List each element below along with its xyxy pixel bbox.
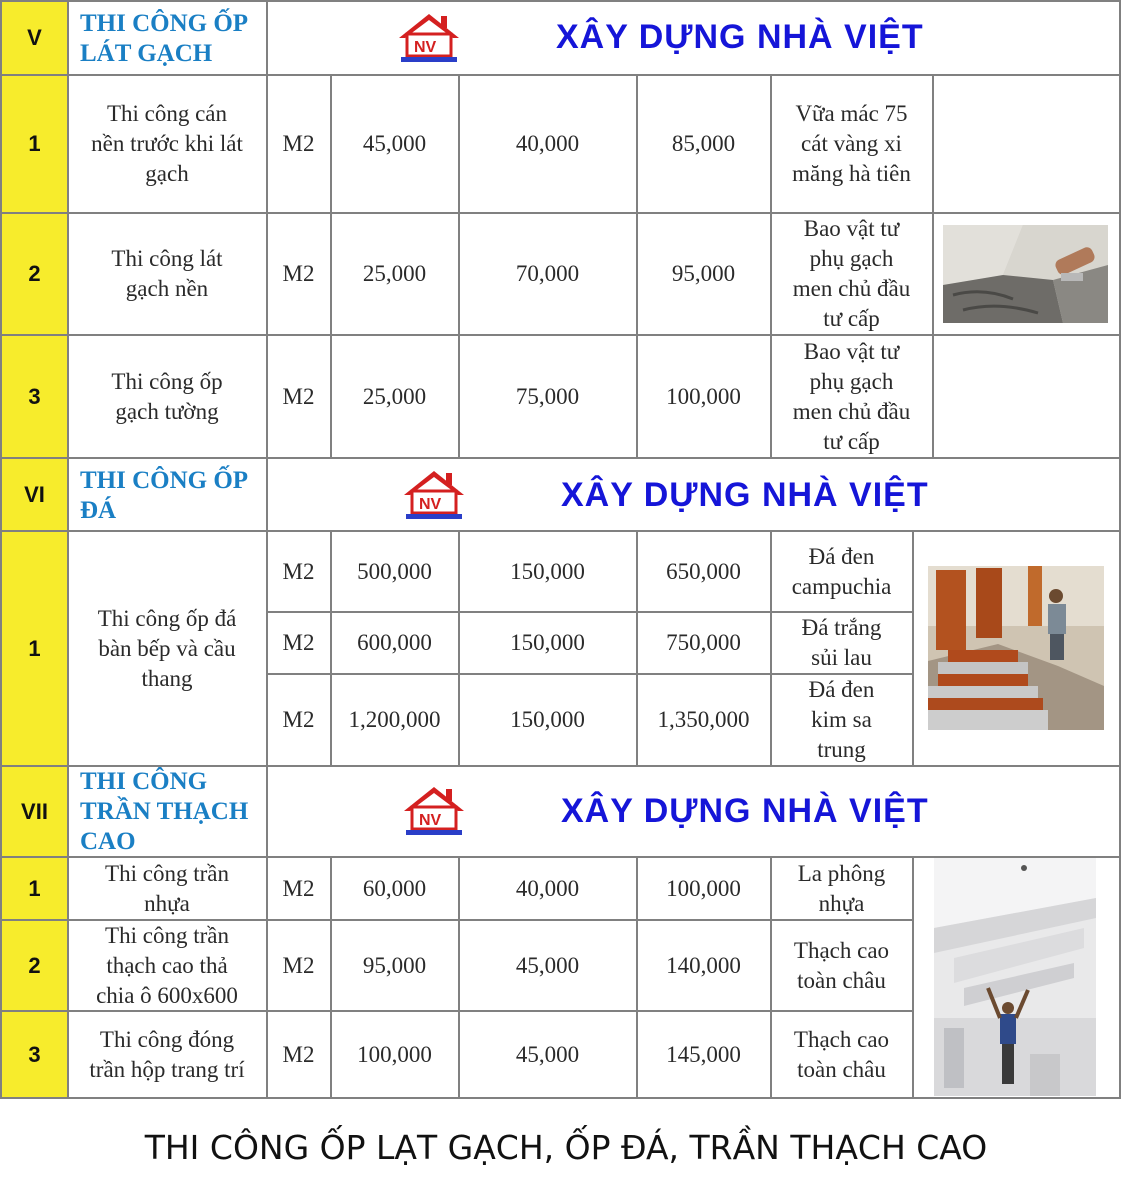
unit-cell: M2	[282, 261, 315, 286]
row-number: 3	[28, 383, 41, 409]
unit-cell: M2	[282, 707, 315, 732]
material-price: 25,000	[362, 261, 427, 286]
section-title: THI CÔNG TRẦN THẠCH CAO	[80, 767, 249, 855]
unit-cell: M2	[282, 875, 315, 901]
material-note: Đá đen campuchia	[791, 543, 892, 599]
section-numeral: VI	[24, 481, 45, 507]
material-note: Thạch cao toàn châu	[793, 1026, 890, 1082]
house-logo-icon	[400, 783, 468, 839]
tile-laying-photo	[943, 225, 1108, 323]
svg-text:NV: NV	[419, 496, 442, 513]
item-description: Thi công ốp đá bàn bếp và cầu thang	[97, 605, 237, 691]
section-title: THI CÔNG ỐP LÁT GẠCH	[80, 10, 249, 67]
total-price: 145,000	[666, 1041, 741, 1067]
item-description: Thi công cán nền trước khi lát gạch	[91, 101, 243, 186]
row-number: 3	[28, 1041, 41, 1067]
brand-name: XÂY DỰNG NHÀ VIỆT	[561, 476, 929, 514]
total-price: 140,000	[666, 952, 741, 978]
row-number: 1	[28, 635, 41, 661]
unit-cell: M2	[282, 1041, 315, 1067]
item-description: Thi công trần nhựa	[105, 860, 229, 916]
item-description: Thi công ốp gạch tường	[111, 368, 223, 424]
page-caption: THI CÔNG ỐP LẠT GẠCH, ỐP ĐÁ, TRẦN THẠCH CAO	[144, 1128, 988, 1167]
row-number: 1	[28, 875, 41, 901]
labor-price: 150,000	[510, 630, 585, 655]
brand-name: XÂY DỰNG NHÀ VIỆT	[561, 792, 929, 830]
material-price: 45,000	[362, 131, 427, 156]
material-note: Bao vật tư phụ gạch men chủ đầu tư cấp	[792, 338, 911, 454]
total-price: 100,000	[666, 875, 741, 901]
row-number: 1	[28, 131, 41, 156]
section-title: THI CÔNG ỐP ĐÁ	[80, 466, 249, 524]
row-number: 2	[28, 261, 41, 286]
unit-cell: M2	[282, 383, 315, 409]
material-price: 600,000	[357, 630, 432, 655]
material-note: Vữa mác 75 cát vàng xi măng hà tiên	[792, 101, 911, 186]
item-description: Thi công đóng trần hộp trang trí	[89, 1026, 245, 1082]
section-numeral: V	[27, 25, 42, 50]
material-note: Thạch cao toàn châu	[793, 937, 890, 993]
total-price: 750,000	[666, 630, 741, 655]
item-description: Thi công lát gạch nền	[111, 246, 223, 301]
material-price: 95,000	[362, 952, 427, 978]
labor-price: 40,000	[515, 875, 580, 901]
stone-stairs-photo	[928, 566, 1104, 730]
house-logo-icon	[400, 467, 468, 523]
material-price: 100,000	[357, 1041, 432, 1067]
section-numeral: VII	[21, 798, 48, 824]
material-price: 25,000	[362, 383, 427, 409]
material-note: La phông nhựa	[797, 860, 886, 916]
item-description: Thi công trần thạch cao thả chia ô 600x600	[96, 922, 238, 1008]
svg-text:NV: NV	[414, 39, 437, 56]
material-note: Đá trắng sủi lau	[801, 615, 882, 670]
material-note: Đá đen kim sa trung	[808, 677, 875, 762]
labor-price: 40,000	[515, 131, 580, 156]
brand-name: XÂY DỰNG NHÀ VIỆT	[556, 18, 924, 56]
row-number: 2	[28, 952, 41, 978]
labor-price: 45,000	[515, 952, 580, 978]
svg-text:NV: NV	[419, 812, 442, 829]
unit-cell: M2	[282, 630, 315, 655]
unit-cell: M2	[282, 131, 315, 156]
gypsum-ceiling-photo	[934, 858, 1096, 1096]
total-price: 85,000	[671, 131, 736, 156]
total-price: 1,350,000	[657, 707, 750, 732]
material-price: 60,000	[362, 875, 427, 901]
total-price: 95,000	[671, 261, 736, 286]
total-price: 650,000	[666, 558, 741, 584]
labor-price: 70,000	[515, 261, 580, 286]
unit-cell: M2	[282, 952, 315, 978]
labor-price: 150,000	[510, 707, 585, 732]
unit-cell: M2	[282, 558, 315, 584]
labor-price: 45,000	[515, 1041, 580, 1067]
labor-price: 75,000	[515, 383, 580, 409]
total-price: 100,000	[666, 383, 741, 409]
material-note: Bao vật tư phụ gạch men chủ đầu tư cấp	[792, 216, 911, 331]
material-price: 500,000	[357, 558, 432, 584]
material-price: 1,200,000	[348, 707, 441, 732]
house-logo-icon	[395, 10, 463, 66]
labor-price: 150,000	[510, 558, 585, 584]
